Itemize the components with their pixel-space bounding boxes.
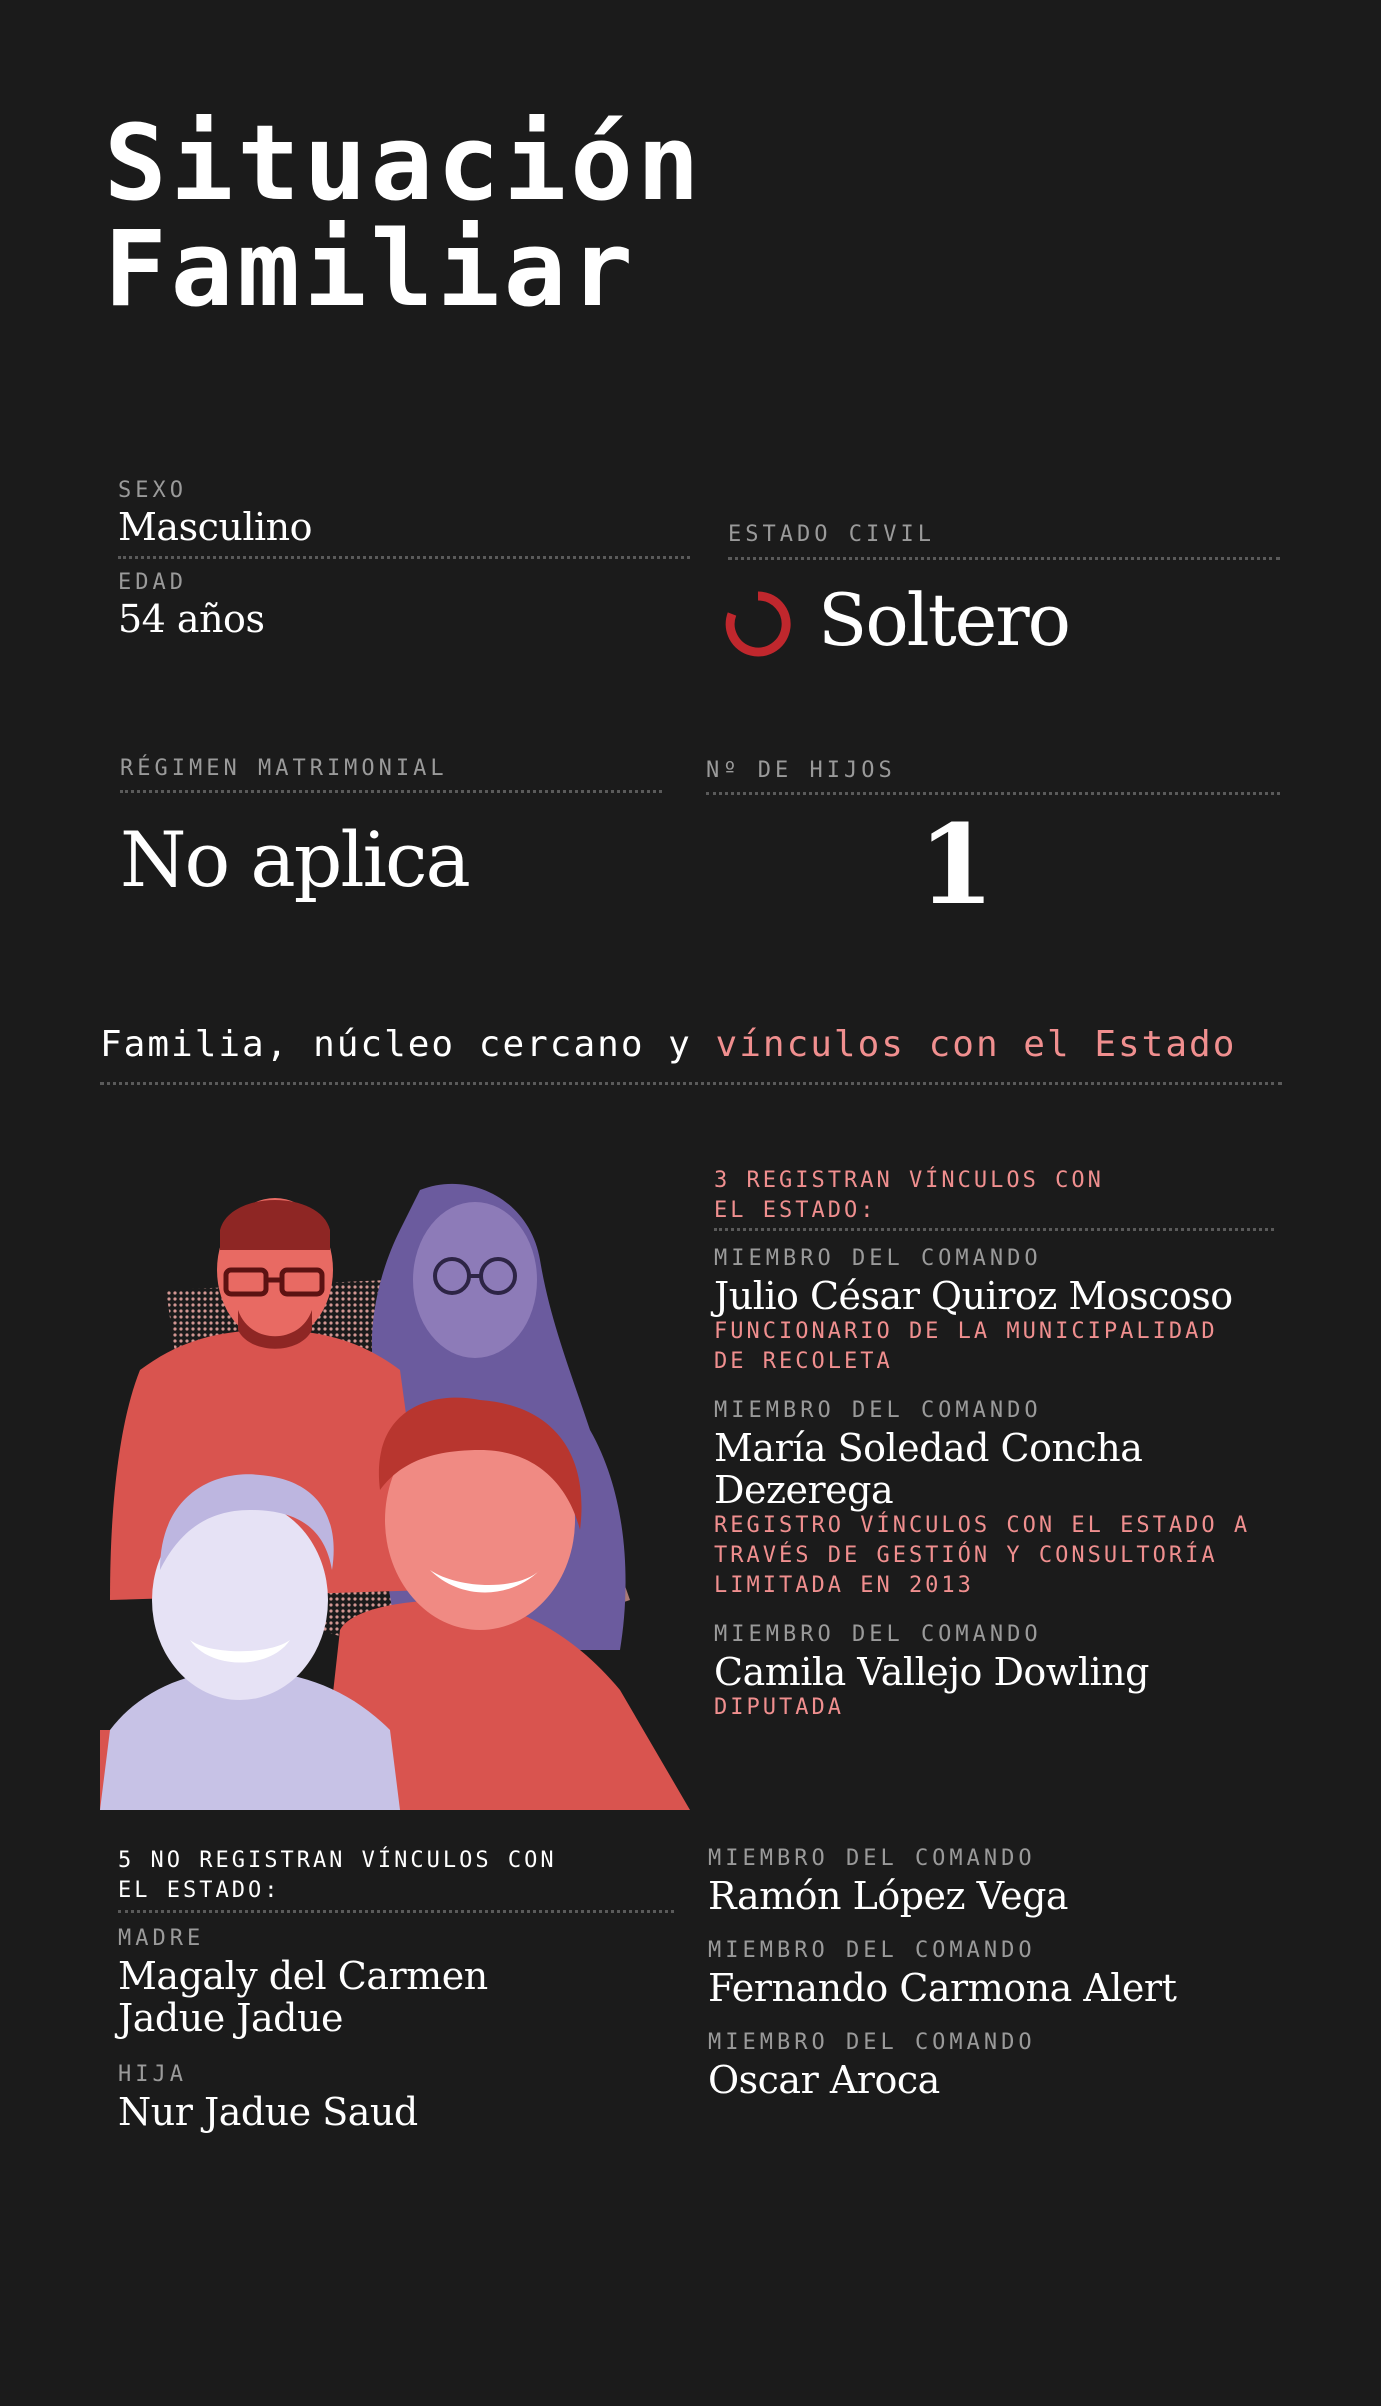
member-role: MIEMBRO DEL COMANDO [714, 1622, 1042, 1647]
member-name: Julio César Quiroz Moscoso [714, 1274, 1233, 1318]
estado-civil-value: Soltero [818, 578, 1070, 662]
divider [118, 556, 690, 559]
hijos-label: Nº DE HIJOS [706, 758, 896, 783]
page-title-line1: Situación [104, 102, 704, 224]
member-entry [714, 1622, 1294, 1723]
estado-civil-label: ESTADO CIVIL [728, 522, 935, 547]
divider [714, 1228, 1274, 1231]
member-name: Fernando Carmona Alert [708, 1966, 1177, 2010]
member-entry [118, 2062, 678, 2133]
divider [120, 790, 662, 793]
edad-value: 54 años [118, 597, 265, 641]
hijos-value: 1 [918, 800, 993, 929]
page-title-line2: Familiar [104, 208, 637, 330]
member-role: MIEMBRO DEL COMANDO [708, 1846, 1036, 1871]
divider [100, 1082, 1282, 1085]
sexo-label: SEXO [118, 478, 187, 503]
section-heading-part1: Familia, núcleo cercano y [100, 1024, 692, 1065]
member-note: DIPUTADA [714, 1695, 844, 1720]
member-role: HIJA [118, 2062, 187, 2087]
member-name: Magaly del Carmen Jadue Jadue [118, 1954, 488, 2040]
member-name: María Soledad Concha Dezerega [714, 1426, 1143, 1512]
member-entry [708, 2030, 1308, 2101]
divider [728, 557, 1280, 560]
member-name: Camila Vallejo Dowling [714, 1650, 1149, 1694]
member-entry [118, 1926, 678, 2039]
member-role: MIEMBRO DEL COMANDO [708, 2030, 1036, 2055]
member-entry [714, 1246, 1294, 1377]
member-name: Oscar Aroca [708, 2058, 940, 2102]
member-role: MIEMBRO DEL COMANDO [714, 1246, 1042, 1271]
member-note: FUNCIONARIO DE LA MUNICIPALIDAD DE RECOLETA [714, 1319, 1218, 1374]
ring-icon [722, 588, 794, 660]
with-links-heading: 3 REGISTRAN VÍNCULOS CON EL ESTADO: [714, 1168, 1104, 1223]
member-name: Nur Jadue Saud [118, 2090, 418, 2134]
member-role: MIEMBRO DEL COMANDO [714, 1398, 1042, 1423]
section-heading-part2: vínculos con el Estado [715, 1024, 1237, 1065]
member-entry [708, 1938, 1308, 2009]
member-note: REGISTRO VÍNCULOS CON EL ESTADO A TRAVÉS DE GESTIÓN Y CONSULTORÍA LIMITADA EN 2013 [714, 1513, 1251, 1598]
member-name: Ramón López Vega [708, 1874, 1069, 1918]
member-role: MADRE [118, 1926, 205, 1951]
regimen-value: No aplica [120, 815, 469, 904]
edad-label: EDAD [118, 570, 187, 595]
member-role: MIEMBRO DEL COMANDO [708, 1938, 1036, 1963]
divider [706, 792, 1280, 795]
regimen-label: RÉGIMEN MATRIMONIAL [120, 756, 448, 781]
sexo-value: Masculino [118, 505, 312, 549]
photo-collage-icon [100, 1170, 690, 1810]
divider [118, 1910, 674, 1913]
member-entry [708, 1846, 1308, 1917]
page-title [104, 102, 704, 330]
member-entry [714, 1398, 1294, 1601]
section-heading [100, 1024, 1236, 1065]
without-links-heading: 5 NO REGISTRAN VÍNCULOS CON EL ESTADO: [118, 1848, 557, 1903]
